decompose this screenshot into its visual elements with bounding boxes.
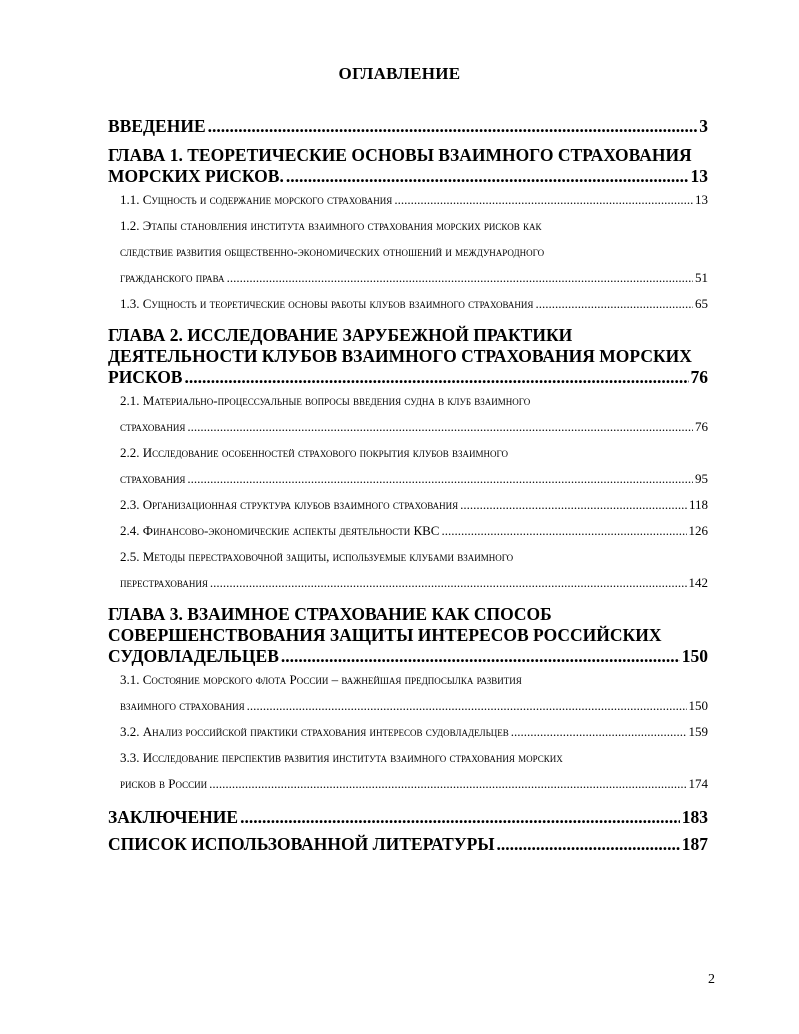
- section-2-1-line-1: 2.1. Материально-процессуальные вопросы введения судна в клуб взаимного: [120, 393, 531, 408]
- chapter-2-line-2: ДЕЯТЕЛЬНОСТИ КЛУБОВ ВЗАИМНОГО СТРАХОВАНИЯ МОРСКИХ: [108, 346, 692, 366]
- section-3-3-line-2: рисков в России: [120, 776, 208, 791]
- section-3-1-page: 150: [688, 698, 708, 713]
- page-number: 2: [708, 972, 715, 987]
- section-3-1-line-2: взаимного страхования: [120, 698, 245, 713]
- leader-dots: [286, 166, 689, 187]
- section-2-4-line-1: 2.4. Финансово-экономические аспекты деятельности КВС: [120, 523, 440, 538]
- leader-dots: [460, 492, 687, 518]
- section-2-2-line-2: страхования: [120, 471, 186, 486]
- toc-section-1-1: [108, 187, 708, 213]
- toc-section-2-3: [108, 492, 708, 518]
- toc-chapter-1: [108, 145, 708, 187]
- section-3-2-line-1: 3.2. Анализ российской практики страхования интересов судовладельцев: [120, 724, 509, 739]
- section-1-3-line-1: 1.3. Сущность и теоретические основы работы клубов взаимного страхования: [120, 296, 534, 311]
- section-1-2-page: 51: [695, 270, 708, 285]
- chapter-3-line-2: СОВЕРШЕНСТВОВАНИЯ ЗАЩИТЫ ИНТЕРЕСОВ РОССИЙСКИХ: [108, 625, 662, 645]
- toc-section-2-5: [108, 544, 708, 596]
- chapter-1-line-1: ГЛАВА 1. ТЕОРЕТИЧЕСКИЕ ОСНОВЫ ВЗАИМНОГО СТРАХОВАНИЯ: [108, 145, 692, 165]
- section-1-2-line-3: гражданского права: [120, 270, 225, 285]
- section-1-1-line-1: 1.1. Сущность и содержание морского страхования: [120, 192, 393, 207]
- section-3-3-line-1: 3.3. Исследование перспектив развития института взаимного страхования морских: [120, 750, 563, 765]
- toc-section-2-4: [108, 518, 708, 544]
- leader-dots: [535, 291, 693, 317]
- section-2-2-line-1: 2.2. Исследование особенностей страхового покрытия клубов взаимного: [120, 445, 509, 460]
- leader-dots: [247, 693, 687, 719]
- toc-section-3-1: [108, 667, 708, 719]
- section-2-5-line-1: 2.5. Методы перестраховочной защиты, используемые клубами взаимного: [120, 549, 514, 564]
- toc-section-3-3: [108, 745, 708, 797]
- toc-chapter-3: [108, 604, 708, 667]
- chapter-2-line-3: РИСКОВ: [108, 367, 183, 387]
- section-1-3-page: 65: [695, 296, 708, 311]
- toc-references: [108, 834, 708, 855]
- section-3-2-page: 159: [688, 724, 708, 739]
- leader-dots: [281, 646, 680, 667]
- leader-dots: [208, 116, 698, 137]
- section-2-1-line-2: страхования: [120, 419, 186, 434]
- toc-intro-label: ВВЕДЕНИЕ: [108, 116, 206, 136]
- section-3-3-page: 174: [688, 776, 708, 791]
- section-3-1-line-1: 3.1. Состояние морского флота России – важнейшая предпосылка развития: [120, 672, 522, 687]
- toc-conclusion-label: ЗАКЛЮЧЕНИЕ: [108, 807, 239, 827]
- section-2-1-page: 76: [695, 419, 708, 434]
- toc-conclusion: [108, 807, 708, 828]
- section-2-5-page: 142: [688, 575, 708, 590]
- toc-references-label: СПИСОК ИСПОЛЬЗОВАННОЙ ЛИТЕРАТУРЫ: [108, 834, 495, 854]
- toc-section-2-1: [108, 388, 708, 440]
- chapter-3-line-3: СУДОВЛАДЕЛЬЦЕВ: [108, 646, 279, 666]
- toc-intro-page: 3: [699, 116, 708, 136]
- toc-references-page: 187: [681, 834, 708, 854]
- leader-dots: [184, 367, 688, 388]
- section-2-5-line-2: перестрахования: [120, 575, 208, 590]
- section-1-2-line-2: следствие развития общественно-экономических отношений и международного: [120, 244, 545, 259]
- toc-section-1-3: [108, 291, 708, 317]
- chapter-3-line-1: ГЛАВА 3. ВЗАИМНОЕ СТРАХОВАНИЕ КАК СПОСОБ: [108, 604, 552, 624]
- section-2-3-line-1: 2.3. Организационная структура клубов взаимного страхования: [120, 497, 459, 512]
- leader-dots: [187, 414, 693, 440]
- leader-dots: [511, 719, 687, 745]
- leader-dots: [227, 265, 693, 291]
- section-1-2-line-1: 1.2. Этапы становления института взаимного страхования морских рисков как: [120, 218, 542, 233]
- leader-dots: [394, 187, 693, 213]
- leader-dots: [441, 518, 686, 544]
- chapter-1-line-2: МОРСКИХ РИСКОВ.: [108, 166, 284, 186]
- chapter-2-page: 76: [690, 367, 708, 387]
- leader-dots: [497, 834, 680, 855]
- leader-dots: [240, 807, 680, 828]
- toc-section-2-2: [108, 440, 708, 492]
- toc-section-3-2: [108, 719, 708, 745]
- section-2-3-page: 118: [688, 497, 708, 512]
- toc-chapter-2: [108, 325, 708, 388]
- chapter-3-page: 150: [681, 646, 708, 666]
- leader-dots: [209, 771, 686, 797]
- page-title: ОГЛАВЛЕНИЕ: [338, 64, 461, 83]
- section-2-4-page: 126: [688, 523, 708, 538]
- toc-section-1-2: [108, 213, 708, 291]
- section-1-1-page: 13: [695, 192, 708, 207]
- section-2-2-page: 95: [695, 471, 708, 486]
- leader-dots: [187, 466, 693, 492]
- toc-conclusion-page: 183: [681, 807, 708, 827]
- toc-intro: [108, 116, 708, 137]
- chapter-1-page: 13: [690, 166, 708, 186]
- leader-dots: [210, 570, 687, 596]
- chapter-2-line-1: ГЛАВА 2. ИССЛЕДОВАНИЕ ЗАРУБЕЖНОЙ ПРАКТИКИ: [108, 325, 573, 345]
- table-of-contents: [108, 116, 708, 855]
